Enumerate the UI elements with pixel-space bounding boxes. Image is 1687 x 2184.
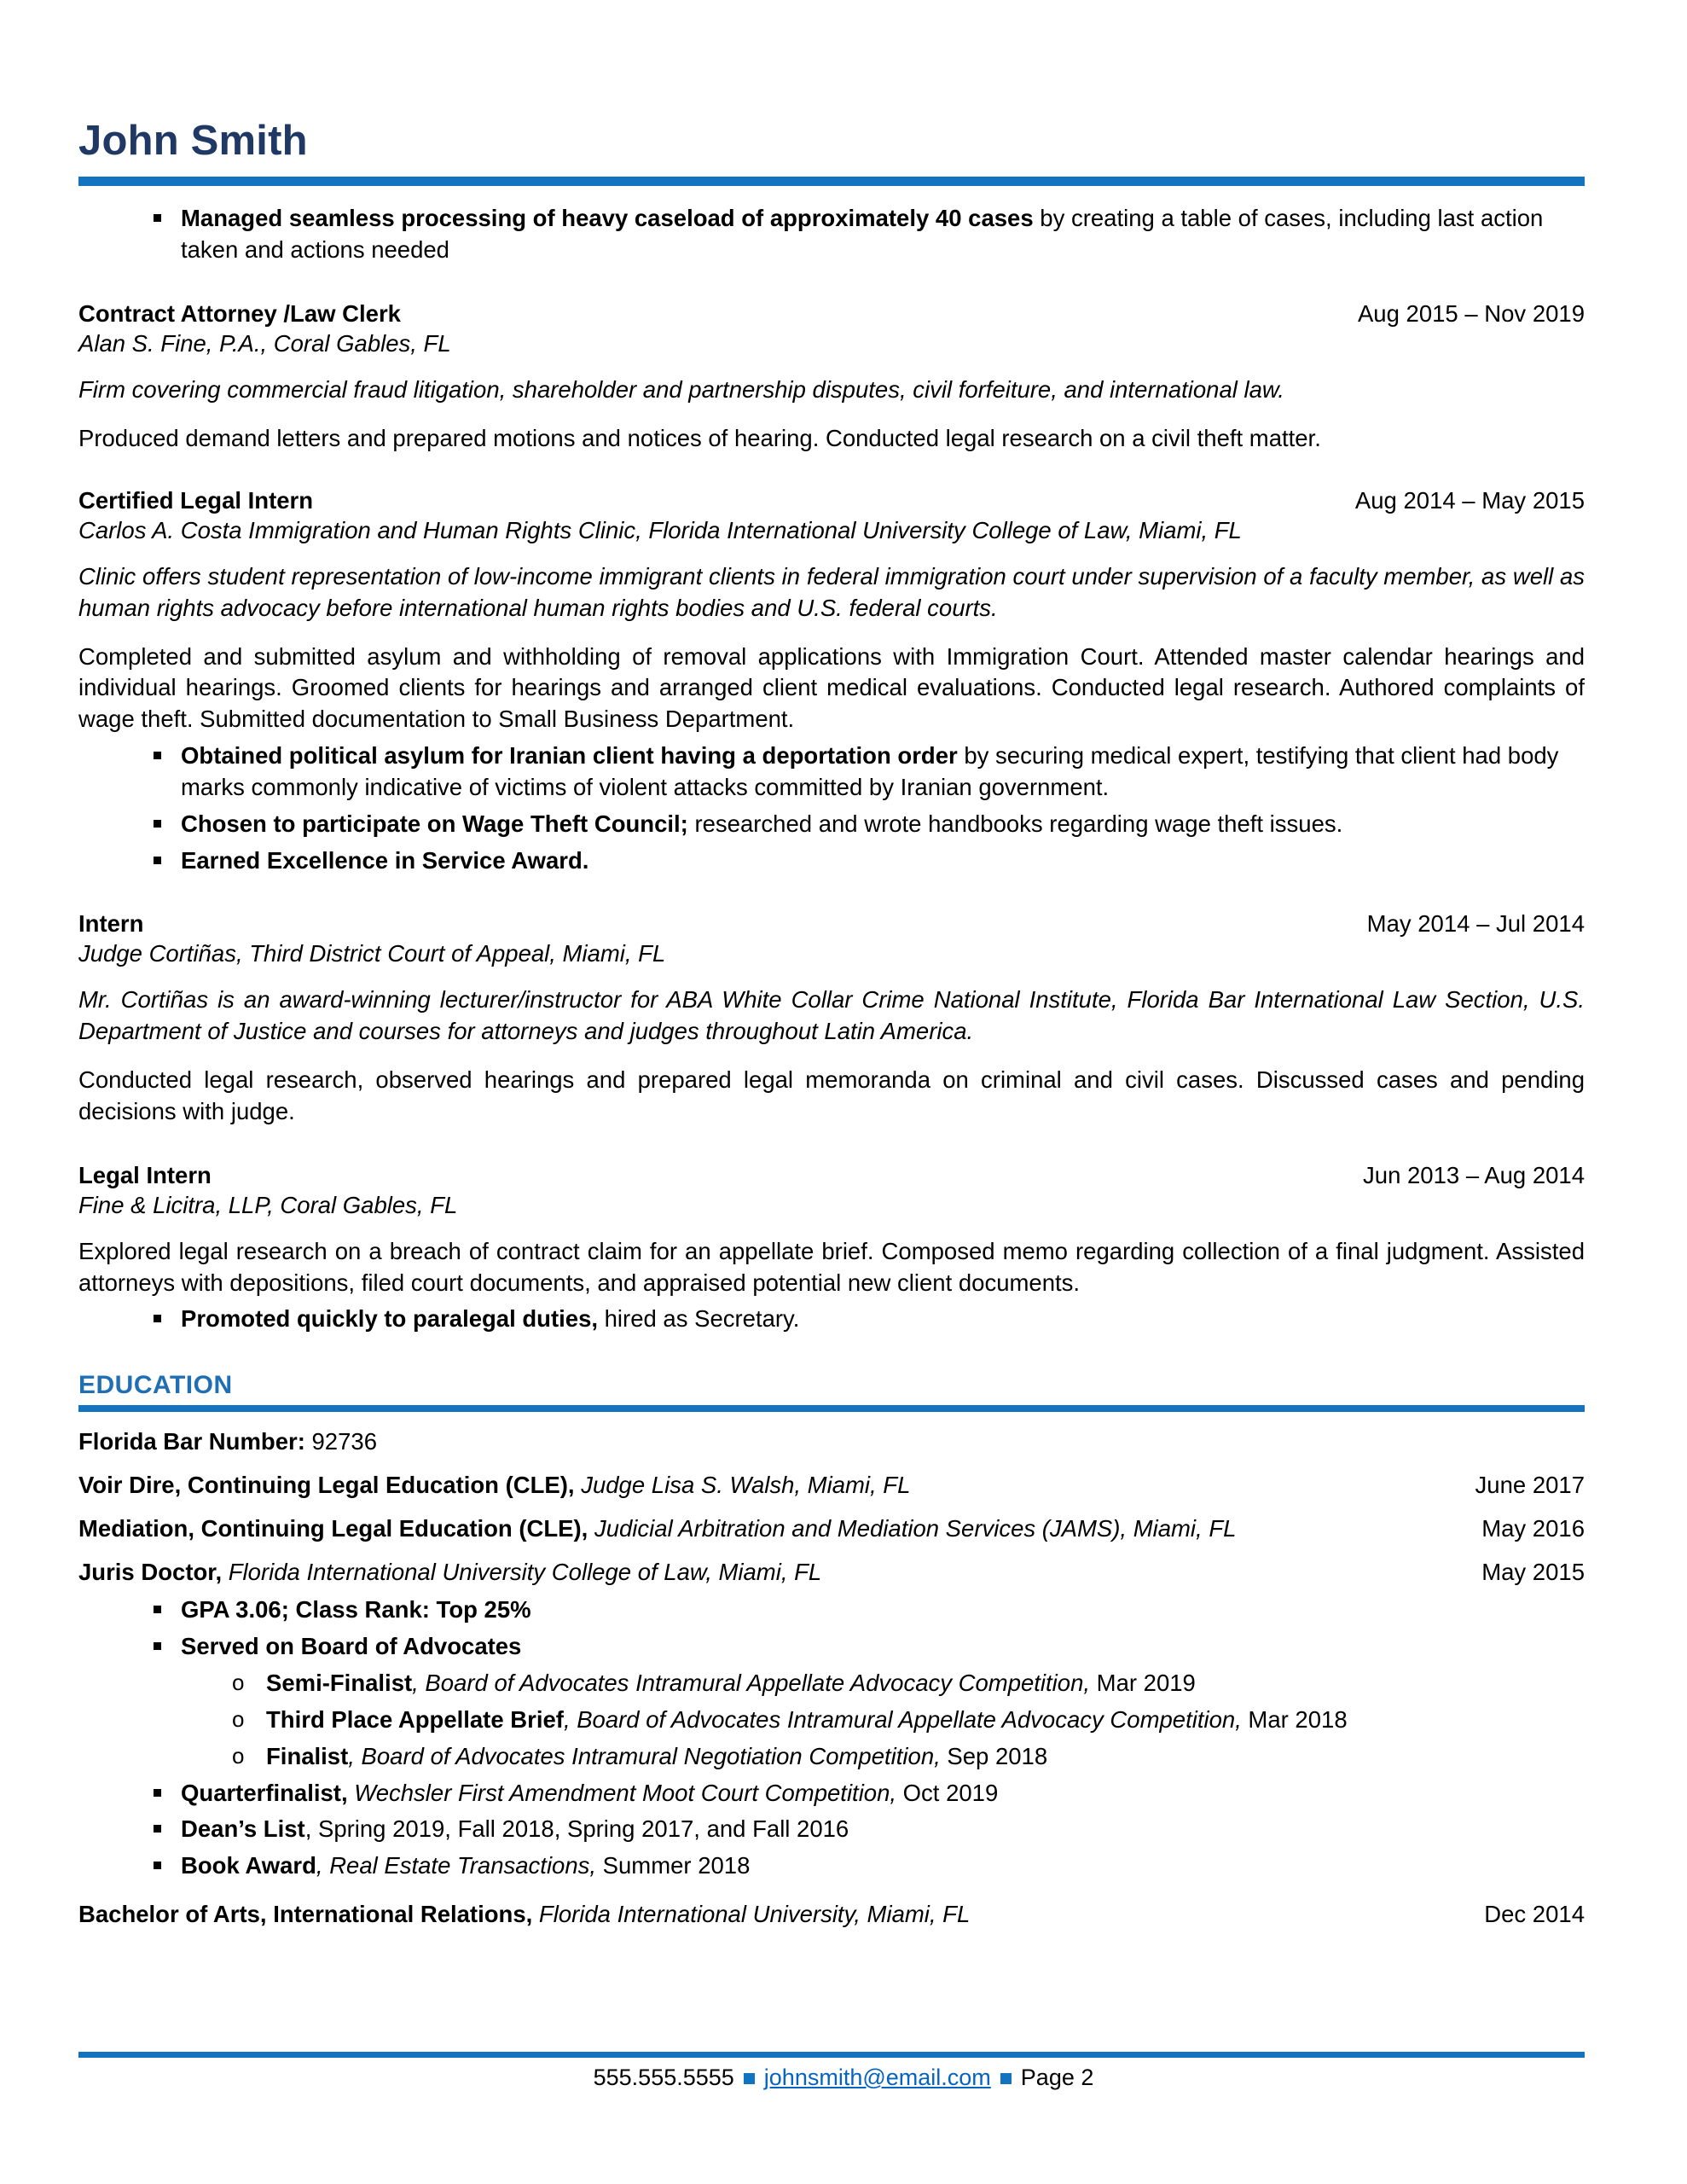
entry-description: Clinic offers student representation of low-income immigrant clients in federal immigration court under supervision of a faculty member, as well as human rights advocacy before international human rights bodies and U.S. federal courts. [78,562,1585,621]
entry-organization: Alan S. Fine, P.A., Coral Gables, FL [78,330,451,357]
education-detail: Judge Lisa S. Walsh, Miami, FL [574,1472,911,1499]
square-bullet-icon [154,857,161,864]
bar-number-row [78,1428,1585,1455]
entry-paragraph: Explored legal research on a breach of contract claim for an appellate brief. Composed memo regarding collection of a final judgment. Assisted attorneys with depositions, filed court documents, and appraised potential new client documents. [78,1237,1585,1296]
education-date: May 2016 [1481,1515,1585,1542]
sub-list-item [181,1741,1585,1773]
sub-bullet-bold-text: Third Place Appellate Brief [266,1705,564,1733]
entry-header [78,487,1585,514]
entry-organization: Carlos A. Costa Immigration and Human Rights Clinic, Florida International University College of Law, Miami, FL [78,516,1242,543]
entry-date: Aug 2014 – May 2015 [1354,486,1585,514]
education-title: Juris Doctor, [78,1559,223,1586]
bullet-bold-text: Promoted quickly to paralegal duties, [181,1305,598,1333]
footer-page-number: Page 2 [1020,2065,1094,2090]
bullet-plain-text: Summer 2018 [596,1852,751,1879]
entry-header [78,1162,1585,1189]
header-rule [78,177,1585,186]
square-bullet-icon [154,1789,161,1797]
experience-entry [78,300,1585,455]
bullet-rest-text: researched and wrote handbooks regarding wage theft issues. [687,810,1343,837]
list-item [78,1594,1585,1626]
bullet-bold-text: Book Award [181,1852,316,1879]
bullet-bold-text: Quarterfinalist, [181,1779,348,1806]
footer-rule [78,2052,1585,2058]
footer-phone: 555.555.5555 [593,2065,734,2090]
sub-list-item [181,1668,1585,1699]
entry-organization: Fine & Licitra, LLP, Coral Gables, FL [78,1191,458,1218]
education-title: Voir Dire, Continuing Legal Education (CLE), [78,1472,575,1499]
entry-title: Intern [78,910,144,938]
list-item [78,1631,1585,1772]
circle-bullet-icon: o [232,1742,245,1769]
square-separator-icon [744,2073,755,2084]
page-title: John Smith [78,118,308,164]
sub-bullet-plain-text: Sep 2018 [940,1742,1048,1769]
bullet-rest-text: by securing medical expert, testifying that client had body marks commonly indicative of victims of violent attacks committed by Iranian government. [181,742,1559,800]
entry-title: Certified Legal Intern [78,486,314,514]
bachelor-row-text [78,1901,970,1928]
bullet-bold-text: GPA 3.06; Class Rank: Top 25% [181,1596,531,1623]
square-bullet-icon [154,752,161,759]
bullet-rest-text: hired as Secretary. [598,1305,800,1333]
entry-organization: Judge Cortiñas, Third District Court of Appeal, Miami, FL [78,940,666,967]
bar-number-field [78,1428,377,1455]
bullet-bold-text: Dean’s List [181,1815,305,1843]
entry-date: Jun 2013 – Aug 2014 [1363,1161,1585,1188]
education-row-text [78,1559,821,1586]
circle-bullet-icon: o [232,1705,245,1732]
bullet-plain-text: Oct 2019 [896,1779,999,1806]
experience-entry [78,1162,1585,1336]
entry-paragraph: Conducted legal research, observed hearings and prepared legal memoranda on criminal and civil cases. Discussed cases and pending decisions with judge. [78,1066,1585,1124]
bullet-bold-text: Obtained political asylum for Iranian client having a deportation order [181,742,958,770]
bullet-italic-text: Wechsler First Amendment Moot Court Competition, [347,1779,897,1806]
footer-email-link[interactable]: johnsmith@email.com [763,2065,991,2090]
bullet-italic-text: , Real Estate Transactions, [316,1852,597,1879]
bachelor-title: Bachelor of Arts, International Relations, [78,1901,533,1928]
list-item [78,1850,1585,1882]
entry-bullet-list [78,741,1585,876]
education-row [78,1472,1585,1499]
education-date: May 2015 [1481,1559,1585,1586]
bachelor-row [78,1901,1585,1928]
entry-date: May 2014 – Jul 2014 [1366,910,1585,938]
entry-paragraph: Completed and submitted asylum and withholding of removal applications with Immigration Court. Attended master calendar hearings and individual hearings. Groomed clients for hearings and arranged client medical evaluations. Conducted legal research. Authored complaints of wage theft. Submitted documentation to Small Business Department. [78,642,1585,733]
sub-bullet-plain-text: Mar 2018 [1241,1705,1348,1733]
experience-entry [78,910,1585,1127]
sub-bullet-italic-text: , Board of Advocates Intramural Negotiation Competition, [348,1742,941,1769]
section-rule [78,1405,1585,1412]
entry-description: Firm covering commercial fraud litigation, shareholder and partnership disputes, civil forfeiture, and international law. [78,376,1284,404]
square-bullet-icon [154,1606,161,1613]
sub-bullet-italic-text: , Board of Advocates Intramural Appellate Advocacy Competition, [563,1705,1242,1733]
education-row [78,1515,1585,1542]
circle-bullet-icon: o [232,1670,245,1695]
square-bullet-icon [154,214,161,222]
sub-bullet-italic-text: , Board of Advocates Intramural Appellate Advocacy Competition, [412,1670,1091,1696]
education-detail: Judicial Arbitration and Mediation Services (JAMS), Miami, FL [588,1515,1237,1542]
bullet-bold-text: Earned Excellence in Service Award. [181,846,589,874]
entry-bullet-list [78,1304,1585,1335]
square-bullet-icon [154,1642,161,1650]
jd-bullet-list [78,1594,1585,1882]
square-separator-icon [1000,2073,1012,2084]
list-item [78,1304,1585,1335]
list-item [78,741,1585,804]
sub-bullet-list [181,1668,1585,1773]
experience-entry [78,487,1585,877]
square-bullet-icon [154,820,161,828]
bullet-rest-text: by creating a table of cases, including last action taken and actions needed [181,205,1544,264]
entry-description: Mr. Cortiñas is an award-winning lecturer/instructor for ABA White Collar Crime National Institute, Florida Bar International Law Section, U.S. Department of Justice and courses for attorneys and judges throughout Latin America. [78,986,1585,1045]
square-bullet-icon [154,1825,161,1833]
bachelor-detail: Florida International University, Miami, FL [532,1901,971,1928]
bachelor-date: Dec 2014 [1484,1901,1585,1928]
bullet-bold-text: Managed seamless processing of heavy caseload of approximately 40 cases [181,205,1034,232]
bullet-plain-text: , Spring 2019, Fall 2018, Spring 2017, and Fall 2016 [304,1815,849,1843]
continuation-bullet-list [78,203,1585,266]
entry-title: Legal Intern [78,1161,212,1188]
education-date: June 2017 [1475,1472,1585,1499]
sub-bullet-bold-text: Finalist [266,1742,349,1769]
square-bullet-icon [154,1862,161,1869]
sub-bullet-bold-text: Semi-Finalist [266,1670,413,1696]
entry-header [78,910,1585,938]
education-row-text [78,1515,1236,1542]
entry-paragraph: Produced demand letters and prepared motions and notices of hearing. Conducted legal research on a civil theft matter. [78,424,1321,451]
list-item [78,845,1585,877]
section-heading-education: EDUCATION [78,1371,233,1400]
sub-list-item [181,1705,1585,1736]
education-detail: Florida International University College of Law, Miami, FL [222,1559,822,1586]
page-footer [0,2065,1687,2091]
entry-header [78,300,1585,328]
education-row-text [78,1472,910,1499]
list-item [78,1778,1585,1809]
education-title: Mediation, Continuing Legal Education (CLE), [78,1515,588,1542]
list-item [78,809,1585,840]
education-row [78,1559,1585,1586]
square-bullet-icon [154,1315,161,1322]
page-content [78,0,1585,1928]
bar-number-label: Florida Bar Number: [78,1428,305,1455]
sub-bullet-plain-text: Mar 2019 [1090,1670,1196,1696]
list-item [78,1814,1585,1845]
list-item [78,203,1585,266]
entry-date: Aug 2015 – Nov 2019 [1357,300,1585,328]
bullet-bold-text: Chosen to participate on Wage Theft Council; [181,810,688,837]
bullet-bold-text: Served on Board of Advocates [181,1633,522,1660]
entry-title: Contract Attorney /Law Clerk [78,300,401,328]
bar-number-value: 92736 [311,1428,377,1455]
